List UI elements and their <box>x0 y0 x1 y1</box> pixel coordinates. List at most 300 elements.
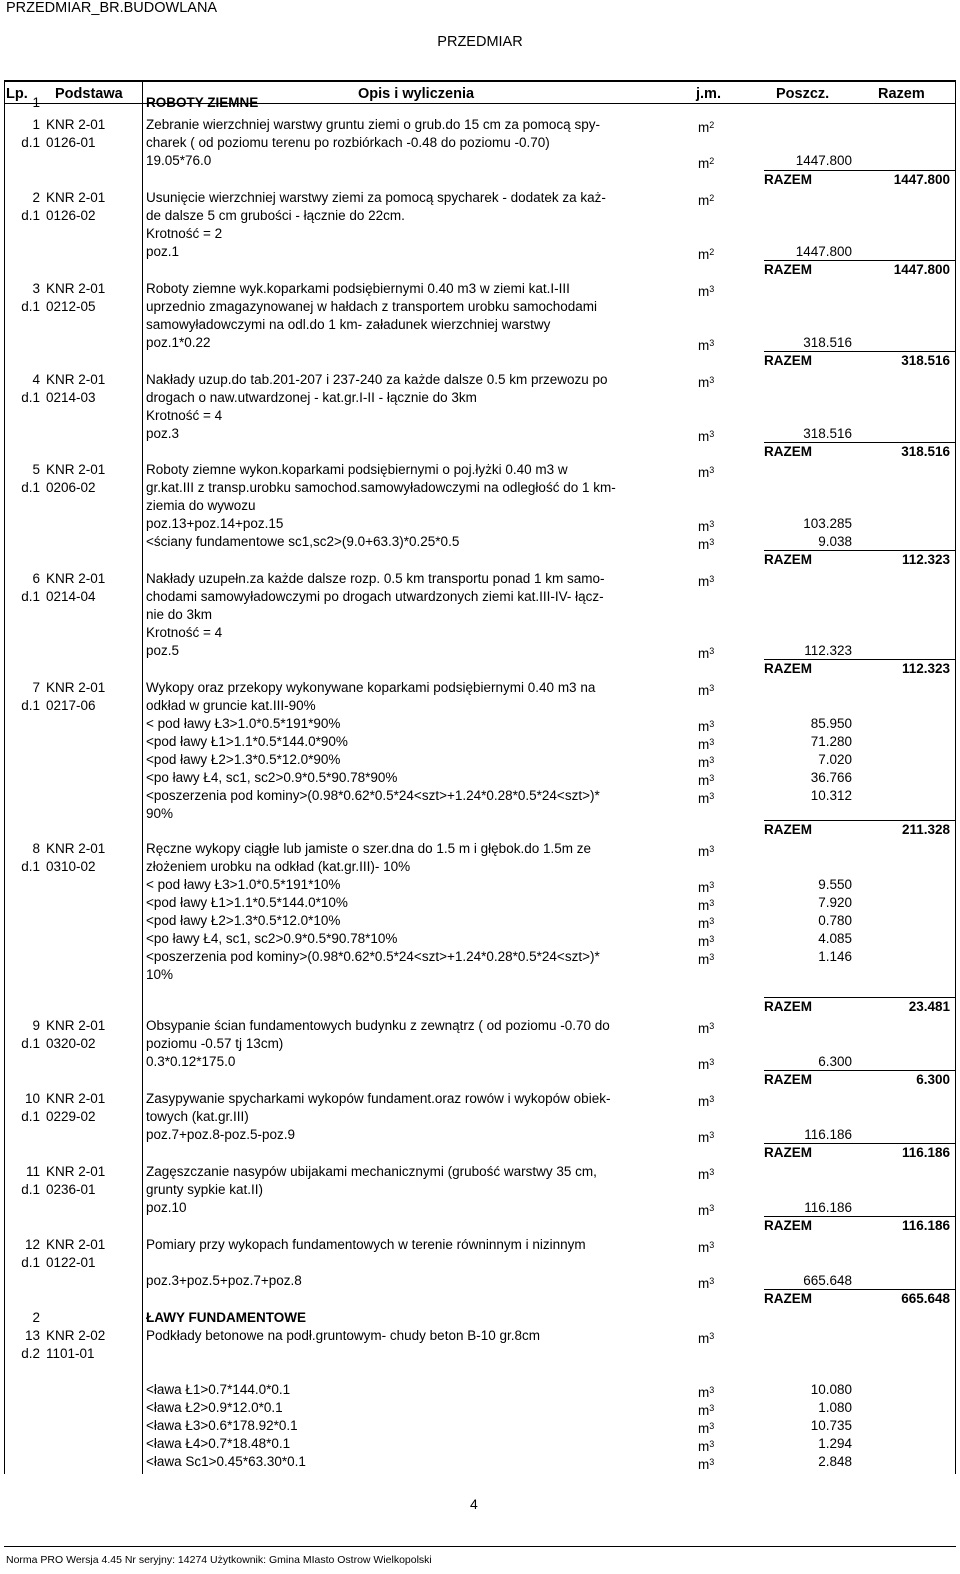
row-unit-exponent: 3 <box>709 646 715 656</box>
row-unit <box>698 1418 714 1437</box>
row-podstawa: KNR 2-01 <box>46 1091 106 1106</box>
row-unit-base: m <box>698 120 710 135</box>
row-opis: poz.10 <box>146 1200 187 1215</box>
row-unit-base: m <box>698 755 710 770</box>
row-opis: <ława Sc1>0.45*63.30*0.1 <box>146 1454 306 1469</box>
row-poszcz: 6.300 <box>818 1054 852 1069</box>
razem-value: 318.516 <box>901 353 950 368</box>
row-lp: d.1 <box>21 208 40 223</box>
razem-value: 23.481 <box>908 999 950 1014</box>
table-top-border <box>4 80 956 82</box>
row-opis: samowyładowczymi na odl.do 1 km- załadunek wierzchniej warstwy <box>146 317 551 332</box>
row-unit-base: m <box>698 1276 710 1291</box>
razem-rule <box>764 659 955 660</box>
row-unit-base: m <box>698 1167 710 1182</box>
column-header-lp: Lp. <box>6 86 28 102</box>
row-unit-exponent: 3 <box>709 1457 715 1467</box>
row-podstawa: 1101-01 <box>46 1346 95 1361</box>
row-unit-base: m <box>698 193 710 208</box>
razem-label: RAZEM <box>764 262 812 277</box>
row-lp: 3 <box>32 281 40 296</box>
row-poszcz: 103.285 <box>803 516 852 531</box>
razem-value: 665.648 <box>901 1291 950 1306</box>
row-poszcz: 2.848 <box>818 1454 852 1469</box>
row-unit-base: m <box>698 537 710 552</box>
table-right-border <box>955 80 956 1474</box>
row-opis: poz.3 <box>146 426 180 441</box>
row-opis: charek ( od poziomu terenu po rozbiórkach -0.48 do poziomu -0.70) <box>146 135 550 150</box>
row-podstawa: 0310-02 <box>46 859 96 874</box>
row-unit-base: m <box>698 1130 710 1145</box>
row-unit <box>698 734 714 753</box>
row-podstawa: 0214-04 <box>46 589 96 604</box>
razem-rule <box>764 170 955 171</box>
row-unit-exponent: 3 <box>709 1057 715 1067</box>
row-lp: d.1 <box>21 390 40 405</box>
row-podstawa: 0206-02 <box>46 480 96 495</box>
row-opis: 10% <box>146 967 174 982</box>
row-unit <box>698 153 714 172</box>
row-unit-base: m <box>698 338 710 353</box>
row-unit-base: m <box>698 429 710 444</box>
razem-label: RAZEM <box>764 353 812 368</box>
row-unit-base: m <box>698 844 710 859</box>
row-unit-exponent: 3 <box>709 844 715 854</box>
row-lp: 1 <box>32 117 40 132</box>
razem-value: 116.186 <box>901 1145 950 1160</box>
row-opis: 19.05*76.0 <box>146 153 212 168</box>
razem-value: 112.323 <box>901 661 950 676</box>
row-podstawa: 0126-01 <box>46 135 96 150</box>
row-unit-base: m <box>698 1331 710 1346</box>
row-lp: d.1 <box>21 589 40 604</box>
row-unit <box>698 534 714 553</box>
row-opis: Usunięcie wierzchniej warstwy ziemi za pomocą spycharek - dodatek za każ- <box>146 190 606 205</box>
row-opis: odkład w gruncie kat.III-90% <box>146 698 316 713</box>
row-opis: złożeniem urobku na odkład (kat.gr.III)- 10% <box>146 859 411 874</box>
row-opis: uprzednio zmagazynowanej w hałdach z transportem urobku samochodami <box>146 299 597 314</box>
row-unit <box>698 1018 714 1037</box>
row-unit <box>698 1237 714 1256</box>
row-lp: d.1 <box>21 698 40 713</box>
row-unit-exponent: 3 <box>709 1167 715 1177</box>
row-unit-exponent: 3 <box>709 338 715 348</box>
row-lp: 12 <box>24 1237 40 1252</box>
row-unit-base: m <box>698 284 710 299</box>
row-unit-exponent: 3 <box>709 737 715 747</box>
row-podstawa: 0122-01 <box>46 1255 96 1270</box>
row-unit-exponent: 3 <box>709 1203 715 1213</box>
row-poszcz: 1447.800 <box>795 153 852 168</box>
footer-license: Norma PRO Wersja 4.45 Nr seryjny: 14274 Użytkownik: Gmina MIasto Ostrow Wielkopolski <box>6 1554 432 1566</box>
row-unit <box>698 1382 714 1401</box>
row-poszcz: 116.186 <box>804 1200 852 1215</box>
razem-label: RAZEM <box>764 444 812 459</box>
razem-rule <box>764 1216 955 1217</box>
row-lp: d.1 <box>21 480 40 495</box>
row-podstawa: KNR 2-01 <box>46 841 106 856</box>
razem-value: 116.186 <box>901 1218 950 1233</box>
row-opis: <pod ławy Ł2>1.3*0.5*12.0*90% <box>146 752 341 767</box>
row-unit-base: m <box>698 1057 710 1072</box>
row-podstawa: 0214-03 <box>46 390 96 405</box>
row-poszcz: 10.312 <box>810 788 852 803</box>
row-podstawa: 0236-01 <box>46 1182 96 1197</box>
row-unit-exponent: 2 <box>709 247 715 257</box>
row-podstawa: 0212-05 <box>46 299 96 314</box>
column-divider-opis <box>142 80 143 1474</box>
row-opis: <ława Ł4>0.7*18.48*0.1 <box>146 1436 291 1451</box>
row-opis: de dalsze 5 cm grubości - łącznie do 22cm. <box>146 208 405 223</box>
row-opis: <ława Ł3>0.6*178.92*0.1 <box>146 1418 298 1433</box>
row-opis: Krotność = 4 <box>146 625 223 640</box>
row-unit-exponent: 3 <box>709 916 715 926</box>
row-unit-exponent: 3 <box>709 952 715 962</box>
row-unit <box>698 788 714 807</box>
row-lp: 7 <box>32 680 40 695</box>
row-opis: 0.3*0.12*175.0 <box>146 1054 236 1069</box>
row-poszcz: 7.920 <box>818 895 852 910</box>
row-unit-exponent: 3 <box>709 1094 715 1104</box>
row-unit-exponent: 2 <box>709 156 715 166</box>
razem-value: 318.516 <box>901 444 950 459</box>
row-unit-exponent: 3 <box>709 683 715 693</box>
row-unit <box>698 877 714 896</box>
razem-rule <box>764 442 955 443</box>
row-unit-base: m <box>698 737 710 752</box>
row-lp: 11 <box>25 1164 40 1179</box>
row-unit <box>698 931 714 950</box>
razem-label: RAZEM <box>764 172 812 187</box>
row-podstawa: KNR 2-01 <box>46 117 106 132</box>
row-opis: poz.1*0.22 <box>146 335 211 350</box>
row-poszcz: 36.766 <box>810 770 852 785</box>
row-unit-exponent: 3 <box>709 791 715 801</box>
row-lp: d.1 <box>21 1255 40 1270</box>
row-unit <box>698 281 714 300</box>
row-opis: poziomu -0.57 tj 13cm) <box>146 1036 284 1051</box>
row-unit-base: m <box>698 683 710 698</box>
row-unit-exponent: 3 <box>709 898 715 908</box>
row-opis: poz.1 <box>146 244 180 259</box>
row-unit <box>698 117 714 136</box>
row-unit-base: m <box>698 1457 710 1472</box>
row-poszcz: 10.080 <box>810 1382 852 1397</box>
row-unit-base: m <box>698 1385 710 1400</box>
column-header-poszcz: Poszcz. <box>776 86 830 102</box>
row-poszcz: 10.735 <box>810 1418 852 1433</box>
row-unit <box>698 680 714 699</box>
razem-label: RAZEM <box>764 999 812 1014</box>
row-lp: d.1 <box>21 1109 40 1124</box>
row-unit-exponent: 2 <box>709 120 715 130</box>
row-opis: Roboty ziemne wykon.koparkami podsiębiernymi o poj.łyżki 0.40 m3 w <box>146 462 568 477</box>
document-title: PRZEDMIAR <box>437 34 523 50</box>
row-podstawa: KNR 2-01 <box>46 680 106 695</box>
row-unit <box>698 1200 714 1219</box>
row-opis: < pod ławy Ł3>1.0*0.5*191*10% <box>146 877 341 892</box>
row-unit-base: m <box>698 880 710 895</box>
row-lp: d.1 <box>21 859 40 874</box>
row-unit-exponent: 3 <box>709 1403 715 1413</box>
row-opis: Krotność = 4 <box>146 408 223 423</box>
row-lp: 4 <box>32 372 40 387</box>
razem-rule <box>764 820 955 821</box>
footer-rule <box>4 1546 956 1547</box>
row-unit <box>698 752 714 771</box>
razem-value: 1447.800 <box>893 172 950 187</box>
column-header-razem: Razem <box>878 86 925 102</box>
row-poszcz: 1447.800 <box>795 244 852 259</box>
row-poszcz: 318.516 <box>803 335 852 350</box>
row-opis: <po ławy Ł4, sc1, sc2>0.9*0.5*90.78*90% <box>146 770 398 785</box>
column-header-jm: j.m. <box>696 86 721 102</box>
row-opis: poz.5 <box>146 643 180 658</box>
row-opis: poz.7+poz.8-poz.5-poz.9 <box>146 1127 295 1142</box>
column-header-opis: Opis i wyliczenia <box>358 86 475 102</box>
row-unit-base: m <box>698 952 710 967</box>
row-podstawa: KNR 2-01 <box>46 372 106 387</box>
row-opis: ROBOTY ZIEMNE <box>146 95 259 110</box>
row-opis: ŁAWY FUNDAMENTOWE <box>146 1310 306 1325</box>
row-unit-base: m <box>698 375 710 390</box>
razem-rule <box>764 1289 955 1290</box>
row-unit-base: m <box>698 1240 710 1255</box>
row-lp: d.1 <box>21 135 40 150</box>
row-opis: drogach o naw.utwardzonej - kat.gr.I-II - łącznie do 3km <box>146 390 477 405</box>
row-podstawa: 0217-06 <box>46 698 96 713</box>
row-opis: poz.13+poz.14+poz.15 <box>146 516 284 531</box>
document-header-title: PRZEDMIAR_BR.BUDOWLANA <box>6 0 218 16</box>
row-unit-exponent: 3 <box>709 1439 715 1449</box>
row-opis: Zasypywanie spycharkami wykopów fundament.oraz rowów i wykopów obiek- <box>146 1091 611 1106</box>
row-unit-base: m <box>698 574 710 589</box>
row-unit-base: m <box>698 719 710 734</box>
row-poszcz: 318.516 <box>803 426 852 441</box>
row-unit <box>698 426 714 445</box>
row-unit-exponent: 2 <box>709 193 715 203</box>
row-podstawa: KNR 2-01 <box>46 462 106 477</box>
row-podstawa: KNR 2-01 <box>46 1018 106 1033</box>
row-unit-exponent: 3 <box>709 284 715 294</box>
razem-value: 211.328 <box>901 822 950 837</box>
row-unit <box>698 462 714 481</box>
row-poszcz: 1.080 <box>818 1400 852 1415</box>
row-unit-exponent: 3 <box>709 537 715 547</box>
row-unit <box>698 1054 714 1073</box>
row-unit-base: m <box>698 156 710 171</box>
row-lp: 1 <box>32 95 40 110</box>
row-poszcz: 85.950 <box>810 716 852 731</box>
row-opis: <poszerzenia pod kominy>(0.98*0.62*0.5*24<szt>+1.24*0.28*0.5*24<szt>)* <box>146 788 600 803</box>
row-podstawa: KNR 2-01 <box>46 190 106 205</box>
row-opis: grunty sypkie kat.II) <box>146 1182 264 1197</box>
row-poszcz: 1.294 <box>818 1436 852 1451</box>
row-unit <box>698 1091 714 1110</box>
row-lp: 2 <box>32 1310 40 1325</box>
row-unit-base: m <box>698 791 710 806</box>
row-unit <box>698 949 714 968</box>
row-opis: towych (kat.gr.III) <box>146 1109 249 1124</box>
row-unit-base: m <box>698 1021 710 1036</box>
row-unit-base: m <box>698 916 710 931</box>
row-lp: 9 <box>32 1018 40 1033</box>
row-unit-base: m <box>698 1439 710 1454</box>
row-unit-exponent: 3 <box>709 880 715 890</box>
row-lp: d.2 <box>21 1346 40 1361</box>
row-poszcz: 0.780 <box>818 913 852 928</box>
row-poszcz: 4.085 <box>818 931 852 946</box>
row-unit <box>698 1127 714 1146</box>
row-poszcz: 9.550 <box>818 877 852 892</box>
row-unit-exponent: 3 <box>709 1240 715 1250</box>
razem-rule <box>764 550 955 551</box>
row-poszcz: 112.323 <box>804 643 852 658</box>
row-unit-exponent: 3 <box>709 375 715 385</box>
row-opis: Nakłady uzup.do tab.201-207 i 237-240 za każde dalsze 0.5 km przewozu po <box>146 372 608 387</box>
row-opis: < pod ławy Ł3>1.0*0.5*191*90% <box>146 716 341 731</box>
razem-label: RAZEM <box>764 661 812 676</box>
row-unit <box>698 372 714 391</box>
row-unit-base: m <box>698 1403 710 1418</box>
row-poszcz: 1.146 <box>818 949 852 964</box>
row-lp: 13 <box>24 1328 40 1343</box>
row-opis: Podkłady betonowe na podł.gruntowym- chudy beton B-10 gr.8cm <box>146 1328 540 1343</box>
row-unit <box>698 1164 714 1183</box>
row-opis: chodami samowyładowczymi po drogach utwardzonych ziemi kat.III-IV- łącz- <box>146 589 604 604</box>
row-lp: d.1 <box>21 1036 40 1051</box>
row-unit-exponent: 3 <box>709 719 715 729</box>
razem-rule <box>764 1070 955 1071</box>
row-unit-base: m <box>698 934 710 949</box>
row-unit <box>698 1436 714 1455</box>
row-unit <box>698 895 714 914</box>
row-podstawa: KNR 2-01 <box>46 1164 106 1179</box>
page-number: 4 <box>470 1496 478 1512</box>
razem-value: 112.323 <box>901 552 950 567</box>
row-opis: <pod ławy Ł2>1.3*0.5*12.0*10% <box>146 913 341 928</box>
row-opis: Krotność = 2 <box>146 226 223 241</box>
row-unit <box>698 1454 714 1473</box>
row-poszcz: 116.186 <box>804 1127 852 1142</box>
razem-rule <box>764 997 955 998</box>
row-opis: <pod ławy Ł1>1.1*0.5*144.0*90% <box>146 734 348 749</box>
row-unit-exponent: 3 <box>709 1331 715 1341</box>
row-unit-exponent: 3 <box>709 773 715 783</box>
row-lp: d.1 <box>21 1182 40 1197</box>
razem-label: RAZEM <box>764 1291 812 1306</box>
row-opis: <pod ławy Ł1>1.1*0.5*144.0*10% <box>146 895 348 910</box>
razem-rule <box>764 1143 955 1144</box>
row-opis: ziemia do wywozu <box>146 498 256 513</box>
razem-rule <box>764 351 955 352</box>
row-unit <box>698 516 714 535</box>
row-unit <box>698 643 714 662</box>
row-podstawa: KNR 2-02 <box>46 1328 106 1343</box>
row-opis: Obsypanie ścian fundamentowych budynku z zewnątrz ( od poziomu -0.70 do <box>146 1018 610 1033</box>
row-unit <box>698 841 714 860</box>
row-unit <box>698 770 714 789</box>
row-unit-base: m <box>698 898 710 913</box>
row-podstawa: KNR 2-01 <box>46 571 106 586</box>
row-opis: Roboty ziemne wyk.koparkami podsiębiernymi 0.40 m3 w ziemi kat.I-III <box>146 281 570 296</box>
row-opis: <ściany fundamentowe sc1,sc2>(9.0+63.3)*0.25*0.5 <box>146 534 460 549</box>
row-unit-base: m <box>698 1203 710 1218</box>
row-unit-base: m <box>698 1421 710 1436</box>
row-unit <box>698 1273 714 1292</box>
row-unit-exponent: 3 <box>709 429 715 439</box>
row-unit-exponent: 3 <box>709 755 715 765</box>
row-podstawa: KNR 2-01 <box>46 281 106 296</box>
row-opis: Wykopy oraz przekopy wykonywane koparkami podsiębiernymi 0.40 m3 na <box>146 680 596 695</box>
row-unit-exponent: 3 <box>709 934 715 944</box>
row-podstawa: 0229-02 <box>46 1109 96 1124</box>
row-unit <box>698 716 714 735</box>
row-unit-exponent: 3 <box>709 1276 715 1286</box>
row-poszcz: 71.280 <box>810 734 852 749</box>
row-lp: 10 <box>24 1091 40 1106</box>
row-unit-base: m <box>698 247 710 262</box>
razem-label: RAZEM <box>764 1145 812 1160</box>
row-unit <box>698 1328 714 1347</box>
row-unit-base: m <box>698 773 710 788</box>
row-unit-exponent: 3 <box>709 519 715 529</box>
razem-label: RAZEM <box>764 1072 812 1087</box>
row-lp: 6 <box>32 571 40 586</box>
row-unit <box>698 335 714 354</box>
row-unit <box>698 244 714 263</box>
row-opis: gr.kat.III z transp.urobku samochod.samowyładowczymi na odległość do 1 km- <box>146 480 616 495</box>
row-podstawa: 0126-02 <box>46 208 96 223</box>
row-unit-exponent: 3 <box>709 465 715 475</box>
row-opis: 90% <box>146 806 174 821</box>
row-poszcz: 9.038 <box>818 534 852 549</box>
row-opis: Zagęszczanie nasypów ubijakami mechanicznymi (grubość warstwy 35 cm, <box>146 1164 597 1179</box>
row-opis: Zebranie wierzchniej warstwy gruntu ziemi o grub.do 15 cm za pomocą spy- <box>146 117 600 132</box>
row-unit-base: m <box>698 465 710 480</box>
row-poszcz: 665.648 <box>803 1273 852 1288</box>
row-poszcz: 7.020 <box>818 752 852 767</box>
row-unit-exponent: 3 <box>709 1130 715 1140</box>
row-opis: Nakłady uzupełn.za każde dalsze rozp. 0.5 km transportu ponad 1 km samo- <box>146 571 605 586</box>
row-podstawa: KNR 2-01 <box>46 1237 106 1252</box>
row-unit <box>698 190 714 209</box>
row-unit <box>698 1400 714 1419</box>
row-opis: <poszerzenia pod kominy>(0.98*0.62*0.5*24<szt>+1.24*0.28*0.5*24<szt>)* <box>146 949 600 964</box>
razem-label: RAZEM <box>764 552 812 567</box>
row-opis: <ława Ł1>0.7*144.0*0.1 <box>146 1382 291 1397</box>
row-unit-base: m <box>698 646 710 661</box>
row-lp: 8 <box>32 841 40 856</box>
razem-label: RAZEM <box>764 822 812 837</box>
row-unit-base: m <box>698 1094 710 1109</box>
razem-label: RAZEM <box>764 1218 812 1233</box>
row-unit-base: m <box>698 519 710 534</box>
row-unit-exponent: 3 <box>709 1021 715 1031</box>
razem-rule <box>764 260 955 261</box>
row-lp: 2 <box>32 190 40 205</box>
razem-value: 1447.800 <box>893 262 950 277</box>
row-unit <box>698 913 714 932</box>
row-unit <box>698 571 714 590</box>
row-opis: nie do 3km <box>146 607 213 622</box>
row-unit-exponent: 3 <box>709 574 715 584</box>
row-opis: <po ławy Ł4, sc1, sc2>0.9*0.5*90.78*10% <box>146 931 398 946</box>
column-header-podstawa: Podstawa <box>55 86 123 102</box>
row-opis: <ława Ł2>0.9*12.0*0.1 <box>146 1400 283 1415</box>
row-opis: Ręczne wykopy ciągłe lub jamiste o szer.dna do 1.5 m i głębok.do 1.5m ze <box>146 841 591 856</box>
row-opis: poz.3+poz.5+poz.7+poz.8 <box>146 1273 302 1288</box>
